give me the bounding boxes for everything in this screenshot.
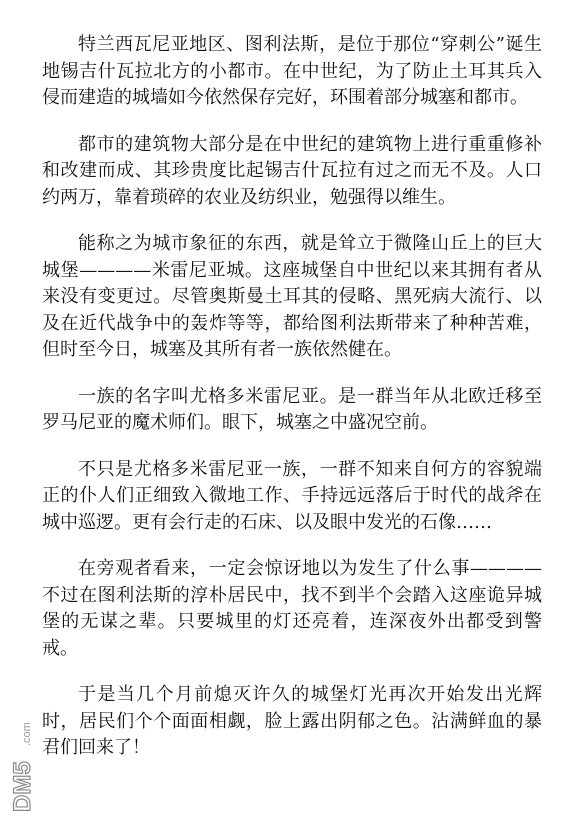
- watermark-logo: [4, 700, 40, 820]
- paragraph-7: 于是当几个月前熄灭许久的城堡灯光再次开始发出光辉时，居民们个个面面相觑，脸上露出阴郁之色。沾满鲜血的暴君们回来了！: [42, 684, 542, 758]
- watermark-logo-text: DM5: [9, 761, 36, 812]
- paragraph-3: 能称之为城市象征的东西，就是耸立于微隆山丘上的巨大城堡————米雷尼亚城。这座城堡自中世纪以来其拥有者从来没有变更过。尽管奥斯曼土耳其的侵略、黑死病大流行、以及在近代战争中的轰炸等等，都给图利法斯带来了种种苦难，但时至今日，城塞及其所有者一族依然健在。: [42, 233, 542, 360]
- dm5-logo-icon: [4, 700, 40, 820]
- paragraph-4: 一族的名字叫尤格多米雷尼亚。是一群当年从北欧迁移至罗马尼亚的魔术师们。眼下，城塞之中盛况空前。: [42, 385, 542, 433]
- body-text: [42, 32, 542, 782]
- paragraph-1: 特兰西瓦尼亚地区、图利法斯，是位于那位“穿刺公”诞生地锡吉什瓦拉北方的小都市。在中世纪，为了防止土耳其兵入侵而建造的城墙如今依然保存完好，环围着部分城塞和都市。: [42, 34, 542, 108]
- paragraph-5: 不只是尤格多米雷尼亚一族，一群不知来自何方的容貌端正的仆人们正细致入微地工作、手持远远落后于时代的战斧在城中巡逻。更有会行走的石床、以及眼中发光的石像……: [42, 458, 542, 533]
- watermark-domain-text: .com: [21, 722, 33, 746]
- paragraph-6: 在旁观者看来，一定会惊讶地以为发生了什么事————不过在图利法斯的淳朴居民中，找不到半个会踏入这座诡异城堡的无谋之辈。只要城里的灯还亮着，连深夜外出都受到警戒。: [42, 558, 542, 659]
- paragraph-2: 都市的建筑物大部分是在中世纪的建筑物上进行重重修补和改建而成、其珍贵度比起锡吉什瓦拉有过之而无不及。人口约两万，靠着琐碎的农业及纺织业，勉强得以维生。: [42, 133, 542, 208]
